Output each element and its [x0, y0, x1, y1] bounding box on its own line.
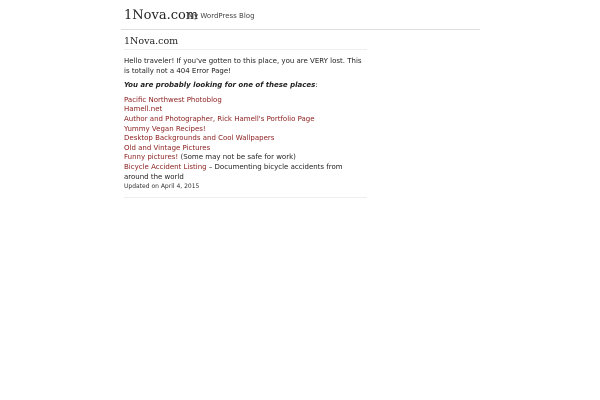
link-portfolio-page[interactable]: Author and Photographer, Rick Hamell's Portfolio Page — [124, 114, 315, 123]
link-note: (Some may not be safe for work) — [178, 153, 296, 162]
link-vintage-pictures[interactable]: Old and Vintage Pictures — [124, 143, 211, 152]
list-item — [124, 105, 367, 115]
list-item — [124, 125, 367, 135]
list-item — [124, 96, 367, 106]
link-funny-pictures[interactable]: Funny pictures! — [124, 153, 179, 162]
main-content — [121, 36, 367, 203]
post — [121, 36, 367, 198]
site-header — [121, 0, 480, 30]
post-meta — [124, 182, 367, 198]
link-desktop-backgrounds[interactable]: Desktop Backgrounds and Cool Wallpapers — [124, 134, 275, 143]
site-tagline: My WordPress Blog — [188, 12, 255, 20]
links-lead-colon: : — [315, 81, 318, 90]
post-intro: Hello traveler! If you've gotten to this place, you are VERY lost. This is totally not a 404 Error Page! — [124, 57, 362, 75]
list-item — [124, 163, 367, 182]
updated-label: Updated on — [124, 183, 161, 191]
link-list — [124, 96, 367, 182]
site-title-link[interactable]: 1Nova.com — [124, 8, 199, 23]
list-item — [124, 144, 367, 154]
list-item — [124, 153, 367, 163]
post-title: 1Nova.com — [124, 36, 367, 50]
link-hamell-net[interactable]: Hamell.net — [124, 105, 163, 114]
link-bicycle-accident-listing[interactable]: Bicycle Accident Listing — [124, 162, 207, 171]
post-body — [121, 50, 367, 198]
link-note: – Documenting bicycle accidents from around the world — [124, 162, 343, 181]
list-item — [124, 115, 367, 125]
updated-date: April 4, 2015 — [160, 183, 200, 191]
link-vegan-recipes[interactable]: Yummy Vegan Recipes! — [124, 124, 206, 133]
links-lead — [124, 81, 367, 91]
list-item — [124, 134, 367, 144]
links-lead-text: You are probably looking for one of these places — [124, 81, 316, 90]
link-pacific-northwest-photoblog[interactable]: Pacific Northwest Photoblog — [124, 95, 222, 104]
